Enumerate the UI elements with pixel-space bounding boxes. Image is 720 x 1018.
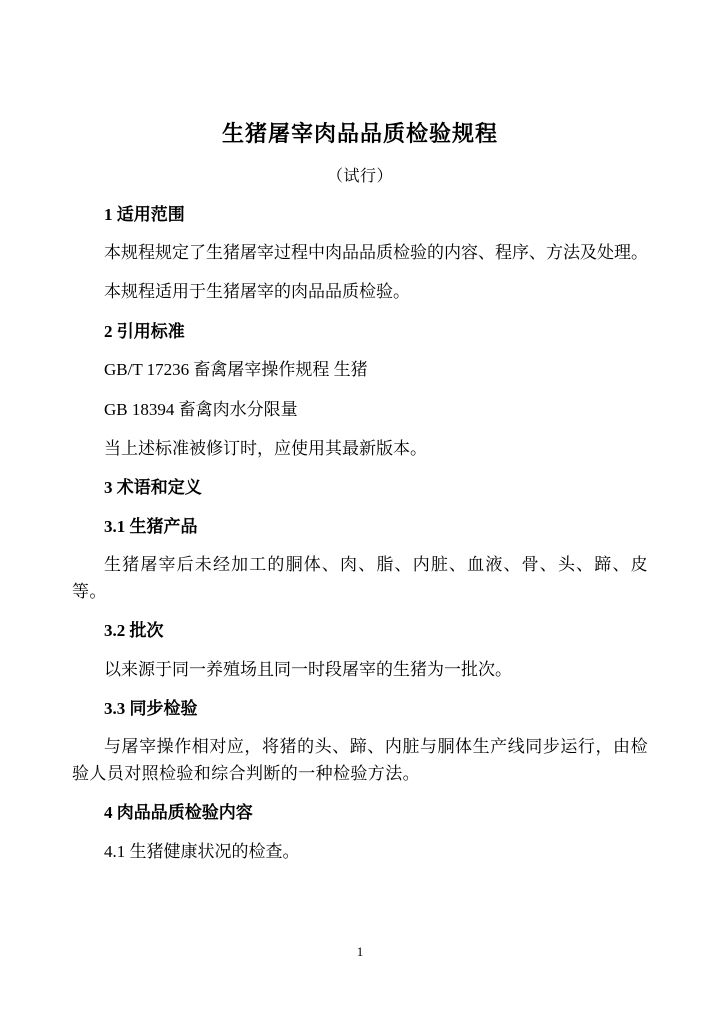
section-2-paragraph-1: 当上述标准被修订时，应使用其最新版本。 <box>104 438 427 458</box>
page-title: 生猪屠宰肉品品质检验规程 <box>221 121 498 146</box>
page-subtitle: （试行） <box>326 167 393 185</box>
section-heading-1: 1 适用范围 <box>104 204 185 224</box>
section-2-reference-2: GB 18394 畜禽肉水分限量 <box>104 399 298 419</box>
section-4-paragraph-1: 4.1 生猪健康状况的检查。 <box>104 841 300 861</box>
section-heading-2: 2 引用标准 <box>104 321 185 341</box>
section-2-reference-1: GB/T 17236 畜禽屠宰操作规程 生猪 <box>104 360 368 380</box>
subsection-heading-3-3: 3.3 同步检验 <box>104 698 198 718</box>
subsection-3-1-paragraph-1: 生猪屠宰后未经加工的胴体、肉、脂、内脏、血液、骨、头、蹄、皮等。 <box>72 555 648 601</box>
section-heading-4: 4 肉品品质检验内容 <box>104 803 253 823</box>
section-1-paragraph-2: 本规程适用于生猪屠宰的肉品品质检验。 <box>104 282 410 302</box>
subsection-3-3-paragraph-1: 与屠宰操作相对应，将猪的头、蹄、内脏与胴体生产线同步运行，由检验人员对照检验和综合判断的一种检验方法。 <box>72 737 648 783</box>
subsection-heading-3-2: 3.2 批次 <box>104 621 164 640</box>
section-heading-3: 3 术语和定义 <box>104 478 202 498</box>
page-number: 1 <box>356 944 364 959</box>
subsection-heading-3-1: 3.1 生猪产品 <box>104 516 198 536</box>
section-1-paragraph-1: 本规程规定了生猪屠宰过程中肉品品质检验的内容、程序、方法及处理。 <box>104 243 648 263</box>
subsection-3-2-paragraph-1: 以来源于同一养殖场且同一时段屠宰的生猪为一批次。 <box>104 659 512 679</box>
